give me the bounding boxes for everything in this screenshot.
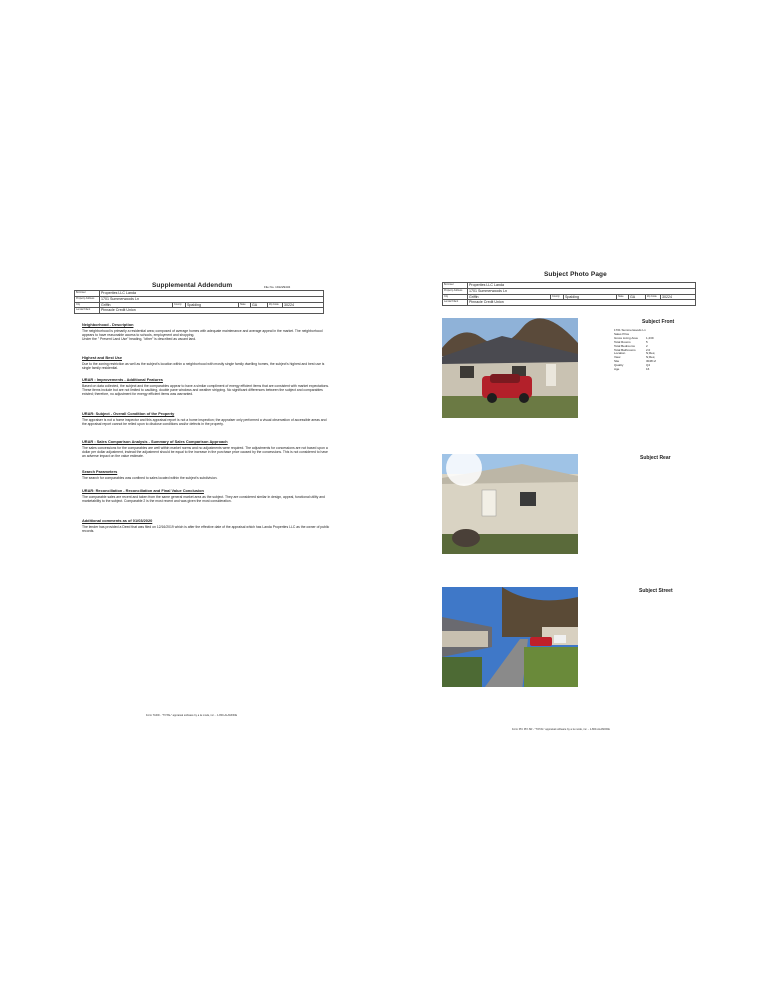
borrower-label: Borrower — [75, 291, 100, 297]
lender-label: Lender/Client — [443, 300, 468, 306]
section-overall-condition — [82, 411, 332, 426]
zip-label: Zip Code — [268, 302, 283, 308]
supplemental-addendum-page — [72, 282, 330, 722]
section-body: The search for comparables was confined to sales located within the subject's subdivision. — [82, 475, 218, 480]
state-value: GA — [251, 302, 268, 308]
section-reconciliation — [82, 488, 332, 503]
subject-facts — [614, 329, 656, 372]
section-heading: Highest and Best Use — [82, 355, 122, 360]
borrower-value: Properties LLC Landa — [468, 283, 696, 289]
section-heading: Search Parameters — [82, 469, 118, 474]
fact-row: Gross Living Area 1,239 — [614, 335, 654, 340]
lender-value: Pinnacle Credit Union — [100, 308, 324, 314]
city-label: City — [443, 294, 468, 300]
fact-row: Location N;Res; — [614, 351, 656, 356]
subject-street-photo — [442, 587, 578, 687]
subject-front-label: Subject Front — [642, 319, 675, 325]
section-improvements — [82, 377, 332, 396]
fact-row: Total Bedrooms 2 — [614, 343, 648, 348]
county-value: Spalding — [564, 294, 617, 300]
section-heading: URAR : Sales Comparison Analysis - Summary of Sales Comparison Approach — [82, 439, 228, 444]
section-heading: URAR : Improvements - Additional Features — [82, 377, 163, 382]
zip-value: 30224 — [661, 294, 696, 300]
subject-rear-photo — [442, 454, 578, 554]
state-value: GA — [629, 294, 646, 300]
section-highest-best-use — [82, 355, 332, 370]
section-body: The sales concessions for the comparables are well within market norms and no adjustments were required. The adjustments for concessions are not based upon a dollar per dollar adjustment, instead the adjustment should be equal to the increase in the purchase price caused by the concessions. This is not considered to have an adverse impact on the value estimate. — [82, 445, 328, 458]
subject-front-photo — [442, 318, 578, 418]
lender-label: Lender/Client — [75, 308, 100, 314]
city-value: Griffin — [100, 302, 173, 308]
subject-address: 1701 Summerwoods Ln — [614, 328, 646, 332]
zip-value: 30224 — [283, 302, 324, 308]
fact-row: Total Rooms 5 — [614, 339, 648, 344]
subject-street-label: Subject Street — [639, 588, 673, 594]
fact-row: Age 16 — [614, 367, 650, 372]
property-label: Property Address — [443, 288, 468, 294]
borrower-label: Borrower — [443, 283, 468, 289]
section-body: The neighborhood is primarily a residential area; composed of average homes with adequate maintenance and average appeal in the market. The neighborhood appears to have reasonable access to schools, employment and shopping. Under the " Present Land Use" heading, "other" is described as vacant land. — [82, 328, 323, 341]
property-value: 1701 Summerwoods Ln — [100, 296, 324, 302]
zip-label: Zip Code — [646, 294, 661, 300]
section-search-parameters — [82, 469, 332, 480]
section-body: The lender has provided a Deed that was filed on 12/16/2019 which is after the effective date of the appraisal which has Landa Properties LLC as the owner of public records. — [82, 524, 330, 533]
header-table — [442, 282, 696, 306]
state-label: State — [617, 294, 629, 300]
section-heading: Neighborhood - Description — [82, 322, 134, 327]
county-value: Spalding — [186, 302, 239, 308]
lender-value: Pinnacle Credit Union — [468, 300, 696, 306]
section-additional-comments — [82, 518, 332, 533]
fact-row: Total Bathrooms 2.0 — [614, 347, 651, 352]
fact-row: Sales Price — [614, 331, 630, 336]
page-title: Subject Photo Page — [544, 271, 607, 278]
section-sales-comparison — [82, 439, 332, 458]
county-label: County — [551, 294, 564, 300]
fact-row: Site 3048 sf — [614, 359, 656, 364]
section-body: Due to the zoning restriction as well as the subject's location within a neighborhood with mostly single family dwelling homes, the subject's highest and best use is single family residential. — [82, 361, 325, 370]
section-body: The comparable sales are recent and taken from the same general market area as the subject. They are considered similar in design, appeal, functional utility and marketability to the subject. Comparable 2 is the most recent and was given the most consideration. — [82, 494, 325, 503]
section-neighborhood — [82, 322, 332, 341]
page-footer: Form PIC PIX.SR - "TOTAL" appraisal software by a la mode, inc. - 1-800-ALAMODE — [512, 728, 610, 731]
section-heading: Additional comments as of 01/03/2020 — [82, 518, 153, 523]
county-label: County — [173, 302, 186, 308]
fact-row: View N;Res; — [614, 355, 656, 360]
section-heading: URAR: Reconciliation - Reconciliation and Final Value Conclusion — [82, 488, 204, 493]
city-value: Griffin — [468, 294, 551, 300]
property-value: 1701 Summerwoods Ln — [468, 288, 696, 294]
section-heading: URAR: Subject - Overall Condition of the Property — [82, 411, 175, 416]
state-label: State — [239, 302, 251, 308]
subject-rear-label: Subject Rear — [640, 455, 671, 461]
section-body: The appraiser is not a home inspector and this appraisal report is not a home inspection; the appraiser only performed a visual observation of accessible areas and the appraisal report cannot be relied upon to disclose conditions and/or defects in the property. — [82, 417, 327, 426]
page-footer: Form TADD - "TOTAL" appraisal software by a la mode, inc. - 1-800-ALAMODE — [146, 714, 238, 717]
property-label: Property Address — [75, 296, 100, 302]
page-title: Supplemental Addendum — [152, 282, 233, 289]
section-body: Based on data collected, the subject and the comparables appear to have a similar compliment of energy efficient items that are consistent with market expectations. These items include but are not limited to caulking, double pane windows and weather stripping. No significant differences between the subject and comparables existed; therefore, no adjustment for energy efficient items was warranted. — [82, 383, 330, 396]
borrower-value: Properties LLC Landa — [100, 291, 324, 297]
file-number: File No. 191229434 — [264, 285, 291, 289]
fact-row: Quality Q4 — [614, 363, 651, 368]
subject-photo-page — [440, 271, 696, 741]
city-label: City — [75, 302, 100, 308]
header-table — [74, 290, 324, 314]
